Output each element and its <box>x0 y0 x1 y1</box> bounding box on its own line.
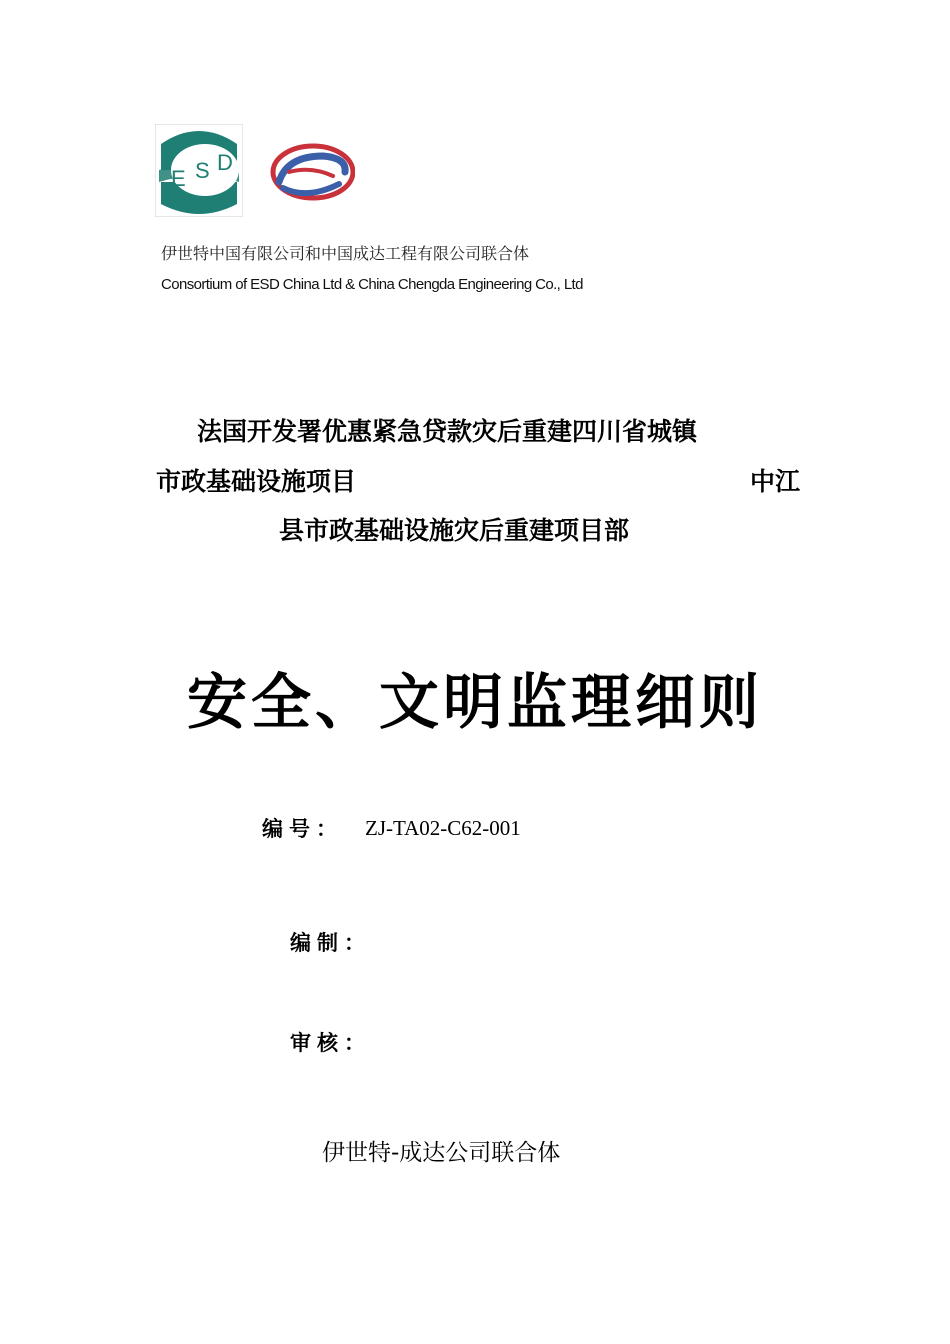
svg-text:E: E <box>171 166 186 191</box>
esd-logo <box>155 124 243 217</box>
reviewed-by-label: 审核： <box>290 1030 371 1055</box>
project-title-line-1: 法国开发署优惠紧急贷款灾后重建四川省城镇 <box>197 417 698 446</box>
chengda-logo <box>267 138 355 210</box>
footer-organization: 伊世特-成达公司联合体 <box>322 1140 561 1166</box>
document-title: 安全、文明监理细则 <box>187 668 763 738</box>
svg-text:S: S <box>195 158 210 183</box>
document-number-value: ZJ-TA02-C62-001 <box>365 816 521 840</box>
project-title-line-2-right: 中江 <box>750 467 801 496</box>
compiled-by-label: 编制： <box>290 930 371 955</box>
project-title-line-2: 市政基础设施项目 <box>156 467 357 496</box>
svg-text:D: D <box>217 150 233 175</box>
project-title-line-3: 县市政基础设施灾后重建项目部 <box>279 516 630 545</box>
company-name-cn: 伊世特中国有限公司和中国成达工程有限公司联合体 <box>161 244 530 263</box>
company-name-en: Consortium of ESD China Ltd & China Chengda Engineering Co., Ltd <box>161 276 583 293</box>
document-number-label: 编号： <box>262 816 343 841</box>
